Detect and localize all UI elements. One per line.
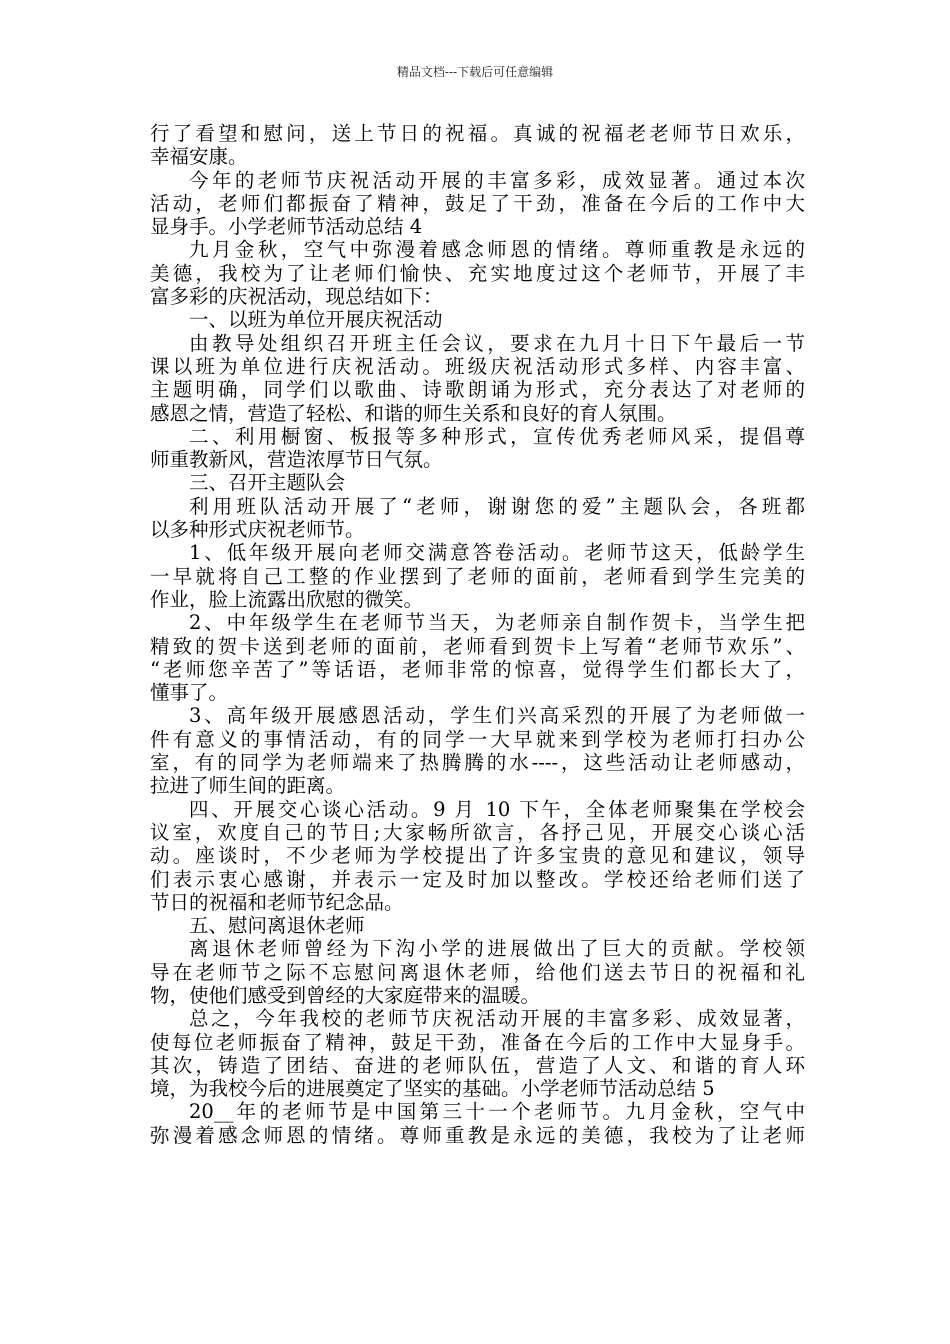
text-line: 利用班队活动开展了“老师，谢谢您的爱”主题队会，各班都 [189,494,805,518]
text-line: 作业，脸上流露出欣慰的微笑。 [150,587,424,611]
text-line: 20__年的老师节是中国第三十一个老师节。九月金秋，空气中 [189,1100,805,1124]
text-line: 九月金秋，空气中弥漫着感念师恩的情绪。尊师重教是永远的 [189,238,805,262]
text-line: 议室，欢度自己的节日;大家畅所欲言，各抒己见，开展交心谈心活 [150,820,805,844]
text-line: 们表示衷心感谢，并表示一定及时加以整改。学校还给老师们送了 [150,867,805,891]
text-line: 2、中年级学生在老师节当天，为老师亲自制作贺卡，当学生把 [189,611,805,635]
text-line: 二、利用橱窗、板报等多种形式，宣传优秀老师风采，提倡尊 [189,424,805,448]
text-line: 美德，我校为了让老师们愉快、充实地度过这个老师节，开展了丰 [150,261,805,285]
text-line: 精致的贺卡送到老师的面前，老师看到贺卡上写着“老师节欢乐”、 [150,634,805,658]
text-line: 件有意义的事情活动，有的同学一大早就来到学校为老师打扫办公 [150,727,805,751]
text-line: 室，有的同学为老师端来了热腾腾的水----，这些活动让老师感动， [150,751,805,775]
page-header-note: 精品文档---下载后可任意编辑 [396,65,554,79]
text-line: 五、慰问离退休老师 [189,914,365,938]
text-line: 弥漫着感念师恩的情绪。尊师重教是永远的美德，我校为了让老师 [150,1123,805,1147]
text-line: 1、低年级开展向老师交满意答卷活动。老师节这天，低龄学生 [189,541,805,565]
text-line: 3、高年级开展感恩活动，学生们兴高采烈的开展了为老师做一 [189,704,805,728]
text-line: 其次，铸造了团结、奋进的老师队伍，营造了人文、和谐的育人环 [150,1053,805,1077]
document-body [150,122,805,1147]
text-line: 一、以班为单位开展庆祝活动 [189,308,443,332]
text-line: 物，使他们感受到曾经的大家庭带来的温暖。 [150,983,541,1007]
text-line: 动。座谈时，不少老师为学校提出了许多宝贵的意见和建议，领导 [150,844,805,868]
text-line: 幸福安康。 [150,145,248,169]
text-line: 今年的老师节庆祝活动开展的丰富多彩，成效显著。通过本次 [189,168,805,192]
text-line: 主题明确，同学们以歌曲、诗歌朗诵为形式，充分表达了对老师的 [150,378,805,402]
text-line: 师重教新风，营造浓厚节日气氛。 [150,448,443,472]
text-line: 节日的祝福和老师节纪念品。 [150,890,404,914]
text-line: 三、召开主题队会 [189,471,346,495]
text-line: 富多彩的庆祝活动，现总结如下： [150,285,443,309]
text-line: 显身手。小学老师节活动总结 4 [150,215,423,239]
text-line: 感恩之情，营造了轻松、和谐的师生关系和良好的育人氛围。 [150,401,677,425]
text-line: 活动，老师们都振奋了精神，鼓足了干劲，准备在今后的工作中大 [150,191,805,215]
text-line: 课以班为单位进行庆祝活动。班级庆祝活动形式多样、内容丰富、 [150,354,805,378]
text-line: “老师您辛苦了”等话语，老师非常的惊喜，觉得学生们都长大了， [150,657,805,681]
text-line: 行了看望和慰问，送上节日的祝福。真诚的祝福老老师节日欢乐， [150,122,805,145]
text-line: 四、开展交心谈心活动。9 月 10 下午，全体老师聚集在学校会 [189,797,805,821]
text-line: 离退休老师曾经为下沟小学的进展做出了巨大的贡献。学校领 [189,937,805,961]
text-line: 总之，今年我校的老师节庆祝活动开展的丰富多彩、成效显著， [189,1007,805,1031]
text-line: 境，为我校今后的进展奠定了坚实的基础。小学老师节活动总结 5 [150,1077,715,1101]
text-line: 懂事了。 [150,681,229,705]
text-line: 由教导处组织召开班主任会议，要求在九月十日下午最后一节 [189,331,805,355]
text-line: 以多种形式庆祝老师节。 [150,518,365,542]
text-line: 一早就将自己工整的作业摆到了老师的面前，老师看到学生完美的 [150,564,805,588]
text-line: 导在老师节之际不忘慰问离退休老师，给他们送去节日的祝福和礼 [150,960,805,984]
text-line: 拉进了师生间的距离。 [150,774,346,798]
text-line: 使每位老师振奋了精神，鼓足干劲，准备在今后的工作中大显身手。 [150,1030,805,1054]
